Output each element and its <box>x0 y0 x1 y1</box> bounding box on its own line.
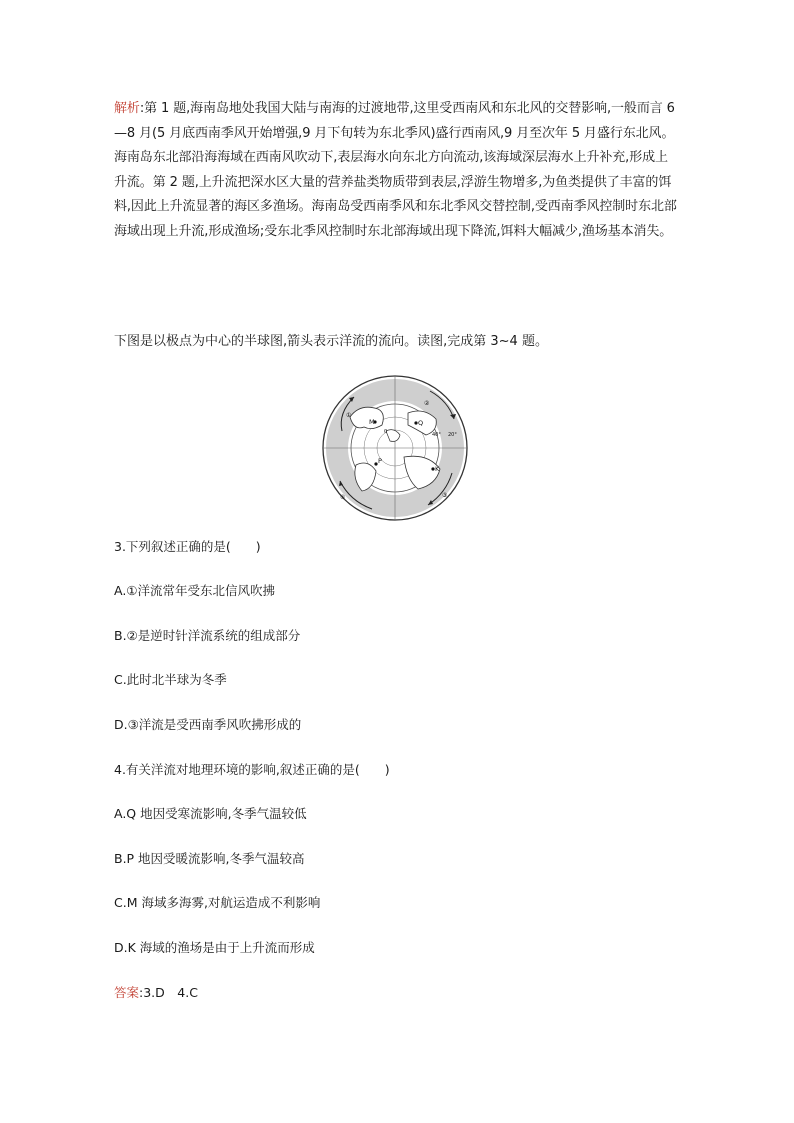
question-4-stem: 4.有关洋流对地理环境的影响,叙述正确的是( ) <box>114 762 390 777</box>
label-q: Q <box>418 419 424 427</box>
answer-line <box>114 983 198 1003</box>
analysis-label: 解析 <box>114 101 140 116</box>
label-current-3: ③ <box>442 492 448 499</box>
answer-label: 答案 <box>114 985 140 1000</box>
label-zero: 0 <box>384 429 388 435</box>
question-4-option-c: C.M 海域多海雾,对航运造成不利影响 <box>114 895 321 910</box>
question-3-option-a: A.①洋流常年受东北信风吹拂 <box>114 583 276 598</box>
polar-hemisphere-map <box>320 373 470 523</box>
question-3-option-c: C.此时北半球为冬季 <box>114 672 227 687</box>
label-40-degree: 40° <box>432 432 441 438</box>
analysis-text: :第 1 题,海南岛地处我国大陆与南海的过渡地带,这里受西南风和东北风的交替影响,一般而言 6—8 月(5 月底西南季风开始增强,9 月下旬转为东北季风)盛行西南风,9 月至次年 5 月盛行东北风。海南岛东北部沿海海域在西南风吹动下,表层海水向东北方向流动,该海域深层海水上升补充,形成上升流。第 2 题,上升流把深水区大量的营养盐类物质带到表层,浮游生物增多,为鱼类提供了丰富的饵料,因此上升流显著的海区多渔场。海南岛受西南季风和东北季风交替控制,受西南季风控制时东北部海域出现上升流,形成渔场;受东北季风控制时东北部海域出现下降流,饵料大幅减少,渔场基本消失。 <box>114 101 677 239</box>
label-m: M <box>369 418 375 426</box>
question-4-option-d: D.K 海域的渔场是由于上升流而形成 <box>114 940 315 955</box>
label-20-degree: 20° <box>448 432 457 438</box>
label-p: P <box>378 457 382 465</box>
question-4-option-a: A.Q 地因受寒流影响,冬季气温较低 <box>114 806 307 821</box>
label-current-1: ① <box>346 412 352 419</box>
figure-intro: 下图是以极点为中心的半球图,箭头表示洋流的流向。读图,完成第 3~4 题。 <box>114 334 548 349</box>
question-3-option-d: D.③洋流是受西南季风吹拂形成的 <box>114 717 302 732</box>
label-current-4: ④ <box>340 494 346 501</box>
answer-text: :3.D 4.C <box>139 985 198 1000</box>
analysis-paragraph <box>114 97 680 245</box>
question-4-option-b: B.P 地因受暖流影响,冬季气温较高 <box>114 851 305 866</box>
question-3-stem: 3.下列叙述正确的是( ) <box>114 539 261 554</box>
label-k: K <box>435 465 440 473</box>
label-current-2: ② <box>424 400 430 407</box>
question-3-option-b: B.②是逆时针洋流系统的组成部分 <box>114 628 301 643</box>
